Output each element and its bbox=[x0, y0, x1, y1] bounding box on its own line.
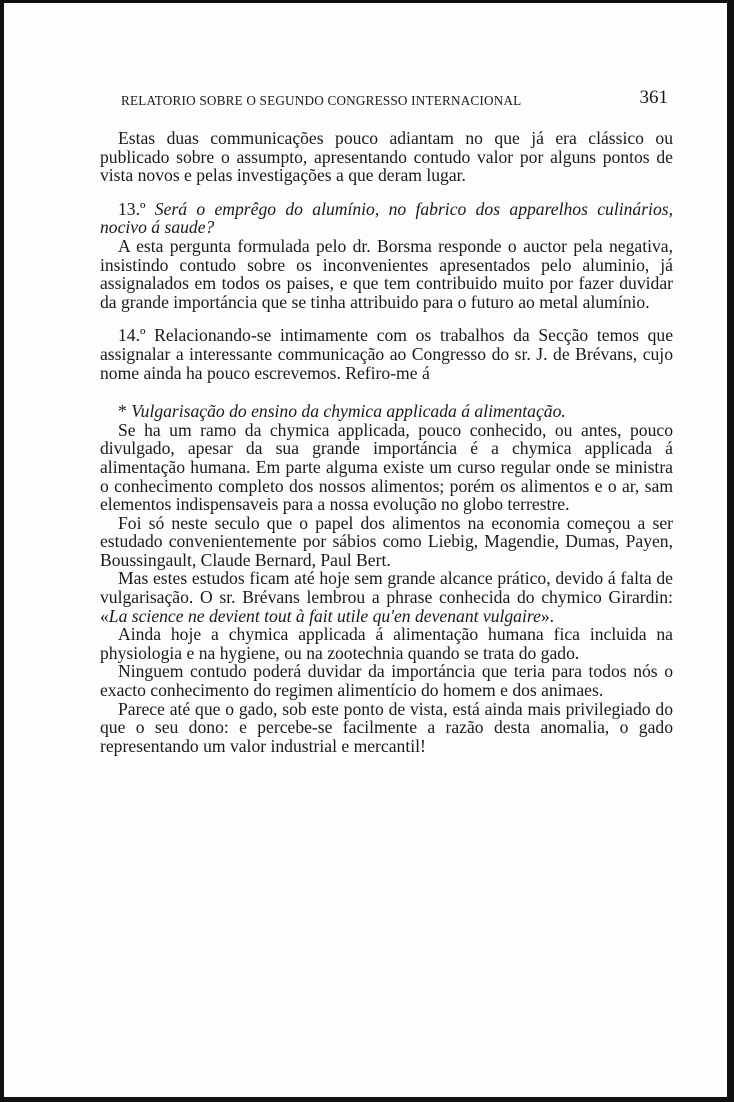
question-13-number: 13.º bbox=[118, 198, 146, 219]
paragraph-9: Parece até que o gado, sob este ponto de vista, está ainda mais privilegiado do que o seu dono: e percebe-se facilmente a razão desta anomalia, o gado representando um valor industrial e mercantil! bbox=[100, 698, 673, 756]
section-mark: * bbox=[118, 401, 127, 422]
section-title: Vulgarisação do ensino da chymica applicada á alimentação. bbox=[131, 401, 566, 422]
paragraph-2: A esta pergunta formulada pelo dr. Borsma responde o auctor pela negativa, insistindo contudo sobre os inconvenientes apresentados pelo aluminio, já assignalados em todos os paises, e que tem contribuido muito por fazer duvidar da grande importáncia que se tinha attribuido para o futuro ao metal alumínio. bbox=[100, 235, 673, 312]
paragraph-7: Ainda hoje a chymica applicada á alimentação humana fica incluida na physiologia e na hygiene, ou na zootechnia quando se trata do gado. bbox=[100, 624, 673, 663]
running-title: RELATORIO SOBRE O SEGUNDO CONGRESSO INTERNACIONAL bbox=[121, 93, 522, 108]
paragraph-1: Estas duas communicações pouco adiantam no que já era clássico ou publicado sobre o assumpto, apresentando contudo valor por alguns pontos de vista novos e pelas investigações a que deram lugar. bbox=[100, 128, 673, 186]
paragraph-6-end: ». bbox=[540, 605, 555, 626]
question-13-heading bbox=[100, 200, 673, 237]
paragraph-8: Ninguem contudo poderá duvidar da importáncia que teria para todos nós o exacto conhecimento do regimen alimentício do homem e dos animaes. bbox=[100, 661, 673, 701]
paragraph-6 bbox=[100, 569, 673, 625]
paragraph-5: Foi só neste seculo que o papel dos alimentos na economia começou a ser estudado convenientemente por sábios como Liebig, Magendie, Dumas, Payen, Boussingault, Claude Bernard, Paul Bert. bbox=[100, 512, 673, 570]
document-page bbox=[100, 87, 673, 755]
page-number: 361 bbox=[639, 87, 668, 108]
question-13-title: Será o emprêgo do alumínio, no fabrico dos apparelhos culinários, nocivo á saude? bbox=[100, 198, 673, 238]
paragraph-6-text: Mas estes estudos ficam até hoje sem grande alcance prático, devido á falta de vulgarisação. O sr. Brévans lembrou a phrase conhecida do chymico Girardin: « bbox=[100, 568, 673, 626]
page-header bbox=[100, 87, 673, 113]
section-heading bbox=[100, 402, 673, 421]
paragraph-4: Se ha um ramo da chymica applicada, pouco conhecido, ou antes, pouco divulgado, apesar da sua grande importáncia é a chymica applicada á alimentação humana. Em parte alguma existe um curso regular onde se ministra o conhecimento completo dos nossos alimentos; porém os alimentos e o ar, sam elementos indispensaveis para a nossa evolução no globo terrestre. bbox=[100, 419, 673, 515]
paragraph-3: 14.º Relacionando-se intimamente com os trabalhos da Secção temos que assignalar a interessante communicação ao Congresso do sr. J. de Brévans, cujo nome ainda ha pouco escrevemos. Refiro-me á bbox=[100, 325, 673, 383]
page-body bbox=[100, 129, 673, 755]
girardin-quote: La science ne devient tout à fait utile qu'en devenant vulgaire bbox=[108, 605, 541, 626]
